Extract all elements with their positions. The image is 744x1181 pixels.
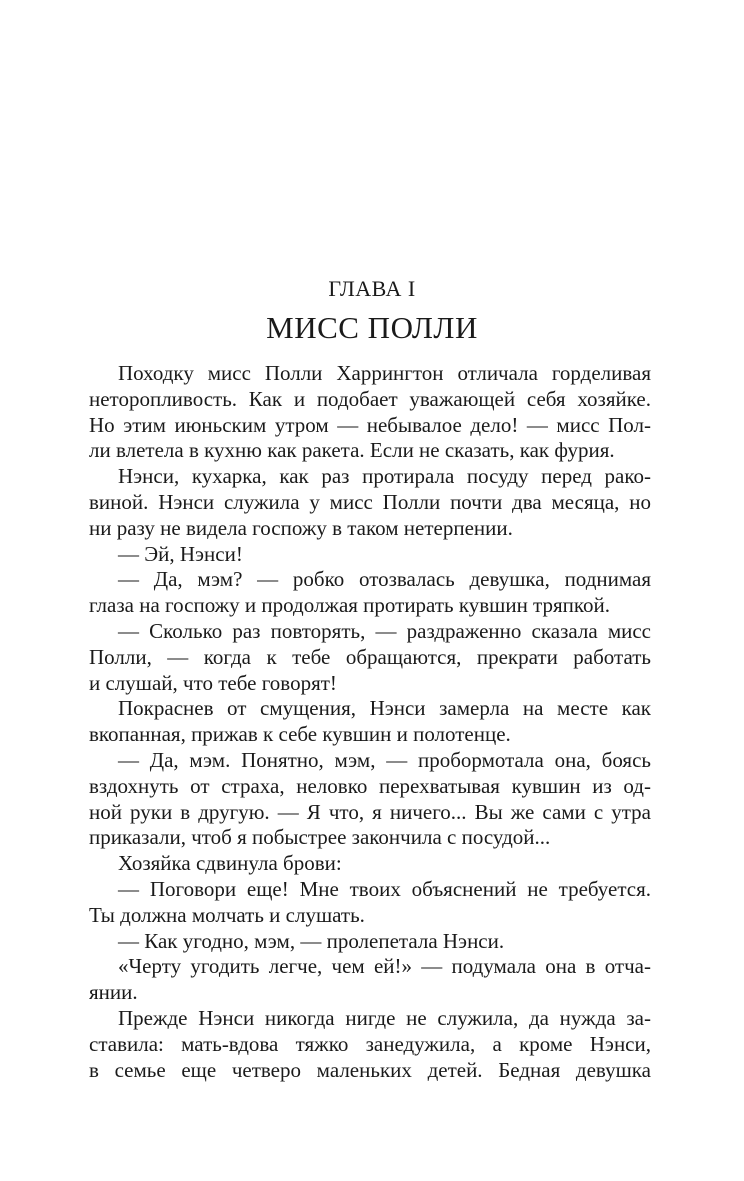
text-line: Полли, — когда к тебе обращаются, прекрати работать bbox=[89, 644, 651, 669]
text-line: — Поговори еще! Мне твоих объяснений не требуется. bbox=[118, 876, 651, 901]
text-line: — Да, мэм? — робко отозвалась девушка, поднимая bbox=[118, 567, 651, 592]
text-line: Хозяйка сдвинула брови: bbox=[118, 851, 342, 876]
text-line: Но этим июньским утром — небывалое дело! — мисс Пол- bbox=[89, 412, 651, 437]
text-line: ни разу не видела госпожу в таком нетерпении. bbox=[89, 515, 513, 540]
chapter-title: МИСС ПОЛЛИ bbox=[266, 310, 478, 345]
text-line: в семье еще четверо маленьких детей. Бедная девушка bbox=[89, 1057, 651, 1082]
text-line: Прежде Нэнси никогда нигде не служила, да нужда за- bbox=[118, 1005, 651, 1030]
text-line: Покраснев от смущения, Нэнси замерла на месте как bbox=[118, 696, 651, 721]
text-line: вздохнуть от страха, неловко перехватывая кувшин из од- bbox=[89, 773, 651, 798]
text-line: «Черту угодить легче, чем ей!» — подумала она в отча- bbox=[118, 954, 651, 979]
text-line: приказали, чтоб я побыстрее закончила с посудой... bbox=[89, 825, 551, 850]
text-line: янии. bbox=[89, 980, 138, 1005]
text-line: виной. Нэнси служила у мисс Полли почти два месяца, но bbox=[89, 489, 651, 514]
text-line: и слушай, что тебе говорят! bbox=[89, 670, 337, 695]
text-line: — Эй, Нэнси! bbox=[118, 541, 243, 566]
text-line: ли влетела в кухню как ракета. Если не сказать, как фурия. bbox=[89, 438, 615, 463]
text-line: глаза на госпожу и продолжая протирать кувшин тряпкой. bbox=[89, 593, 611, 618]
text-line: — Как угодно, мэм, — пролепетала Нэнси. bbox=[118, 928, 505, 953]
text-line: неторопливость. Как и подобает уважающей себя хозяйке. bbox=[89, 386, 651, 411]
text-line: Походку мисс Полли Харрингтон отличала горделивая bbox=[118, 361, 651, 385]
body-text bbox=[89, 361, 651, 1083]
chapter-number: ГЛАВА I bbox=[328, 276, 416, 301]
text-line: — Да, мэм. Понятно, мэм, — пробормотала она, боясь bbox=[118, 747, 651, 772]
text-line: Нэнси, кухарка, как раз протирала посуду перед рако- bbox=[118, 464, 651, 489]
text-line: Ты должна молчать и слушать. bbox=[89, 902, 365, 927]
text-line: ной руки в другую. — Я что, я ничего... Вы же сами с утра bbox=[89, 799, 651, 824]
text-line: вкопанная, прижав к себе кувшин и полотенце. bbox=[89, 722, 511, 747]
text-line: ставила: мать-вдова тяжко занедужила, а кроме Нэнси, bbox=[89, 1031, 651, 1056]
text-line: — Сколько раз повторять, — раздраженно сказала мисс bbox=[118, 618, 651, 643]
